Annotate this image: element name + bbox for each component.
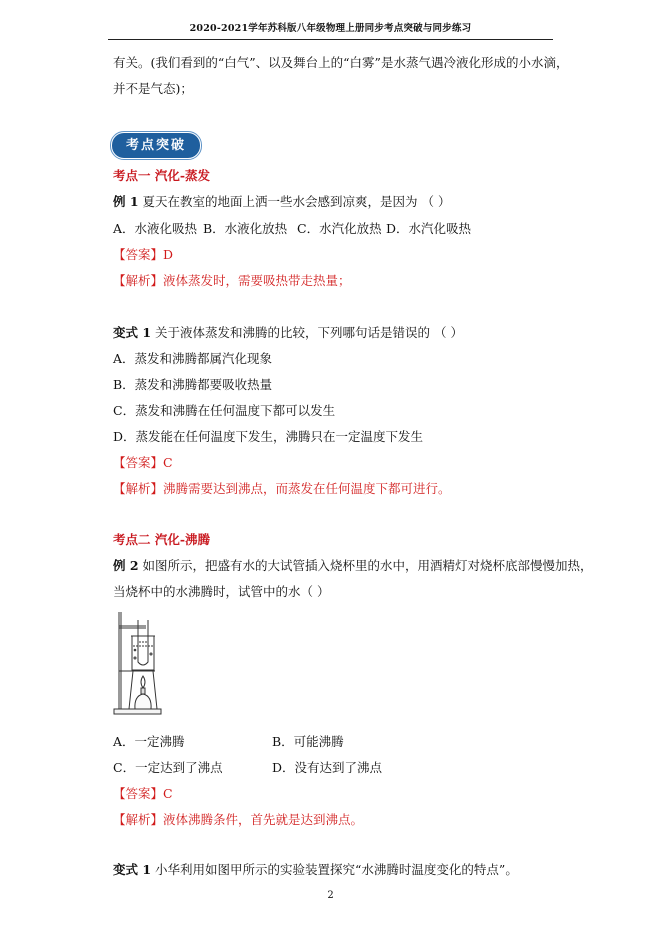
variant2-label: 变式 1 [113, 862, 152, 877]
analysis-text: 液体沸腾条件，首先就是达到沸点。 [163, 812, 364, 827]
example2-option-a: A．一定沸腾 [113, 734, 185, 749]
example2-option-d: D．没有达到了沸点 [272, 760, 383, 775]
page-header: 2020-2021学年苏科版八年级物理上册同步考点突破与同步练习 [189, 23, 472, 34]
variant1-analysis [113, 481, 451, 497]
section1-title: 考点一 汽化-蒸发 [113, 168, 211, 183]
variant1-option-b: B．蒸发和沸腾都要吸收热量 [113, 377, 273, 392]
intro-line-2: 并不是气态)； [113, 81, 193, 96]
intro-line-1: 有关。(我们看到的“白气”、以及舞台上的“白雾”是水蒸气遇冷液化形成的小水滴， [113, 55, 569, 70]
header-divider [108, 39, 553, 40]
answer-value: C [163, 455, 173, 470]
variant2-question-text: 小华利用如图甲所示的实验装置探究“水沸腾时温度变化的特点”。 [151, 862, 518, 877]
variant1-question-text: 关于液体蒸发和沸腾的比较，下列哪句话是错误的 （ ） [151, 325, 463, 340]
answer-value: C [163, 786, 173, 801]
example2-answer [113, 786, 173, 802]
answer-label: 【答案】 [113, 455, 164, 470]
example1-option-d: D．水汽化吸热 [386, 221, 472, 236]
section-banner: 考点突破 [112, 133, 200, 158]
example1-analysis [113, 273, 351, 289]
example2-question-line1 [113, 558, 593, 574]
variant1-option-a: A．蒸发和沸腾都属汽化现象 [113, 351, 273, 366]
example1-question-text: 夏天在教室的地面上洒一些水会感到凉爽，是因为 （ ） [138, 194, 451, 209]
answer-value: D [163, 247, 174, 262]
example2-option-b: B．可能沸腾 [272, 734, 344, 749]
page-number: 2 [327, 890, 334, 901]
example2-question-line2: 当烧杯中的水沸腾时，试管中的水（ ） [113, 584, 330, 599]
variant1-option-c: C．蒸发和沸腾在任何温度下都可以发生 [113, 403, 336, 418]
variant1-option-d: D．蒸发能在任何温度下发生，沸腾只在一定温度下发生 [113, 429, 424, 444]
example1-question [113, 194, 450, 210]
answer-label: 【答案】 [113, 786, 164, 801]
analysis-label: 【解析】 [113, 273, 164, 288]
boiling-apparatus-figure [113, 610, 163, 716]
example2-analysis [113, 812, 363, 828]
example1-option-a: A．水液化吸热 [113, 221, 198, 236]
variant1-question [113, 325, 463, 341]
example1-answer [113, 247, 173, 263]
example2-option-c: C．一定达到了沸点 [113, 760, 223, 775]
variant1-label: 变式 1 [113, 325, 152, 340]
example1-option-b: B．水液化放热 [203, 221, 288, 236]
example2-question-text: 如图所示，把盛有水的大试管插入烧杯里的水中，用酒精灯对烧杯底部慢慢加热， [138, 558, 593, 573]
section2-title: 考点二 汽化-沸腾 [113, 532, 211, 547]
example1-label: 例 1 [113, 194, 139, 209]
example2-label: 例 2 [113, 558, 139, 573]
analysis-text: 液体蒸发时，需要吸热带走热量； [163, 273, 351, 288]
analysis-text: 沸腾需要达到沸点，而蒸发在任何温度下都可进行。 [163, 481, 451, 496]
analysis-label: 【解析】 [113, 812, 164, 827]
example1-option-c: C．水汽化放热 [297, 221, 382, 236]
analysis-label: 【解析】 [113, 481, 164, 496]
variant1-answer [113, 455, 173, 471]
variant2-question [113, 862, 518, 878]
answer-label: 【答案】 [113, 247, 164, 262]
